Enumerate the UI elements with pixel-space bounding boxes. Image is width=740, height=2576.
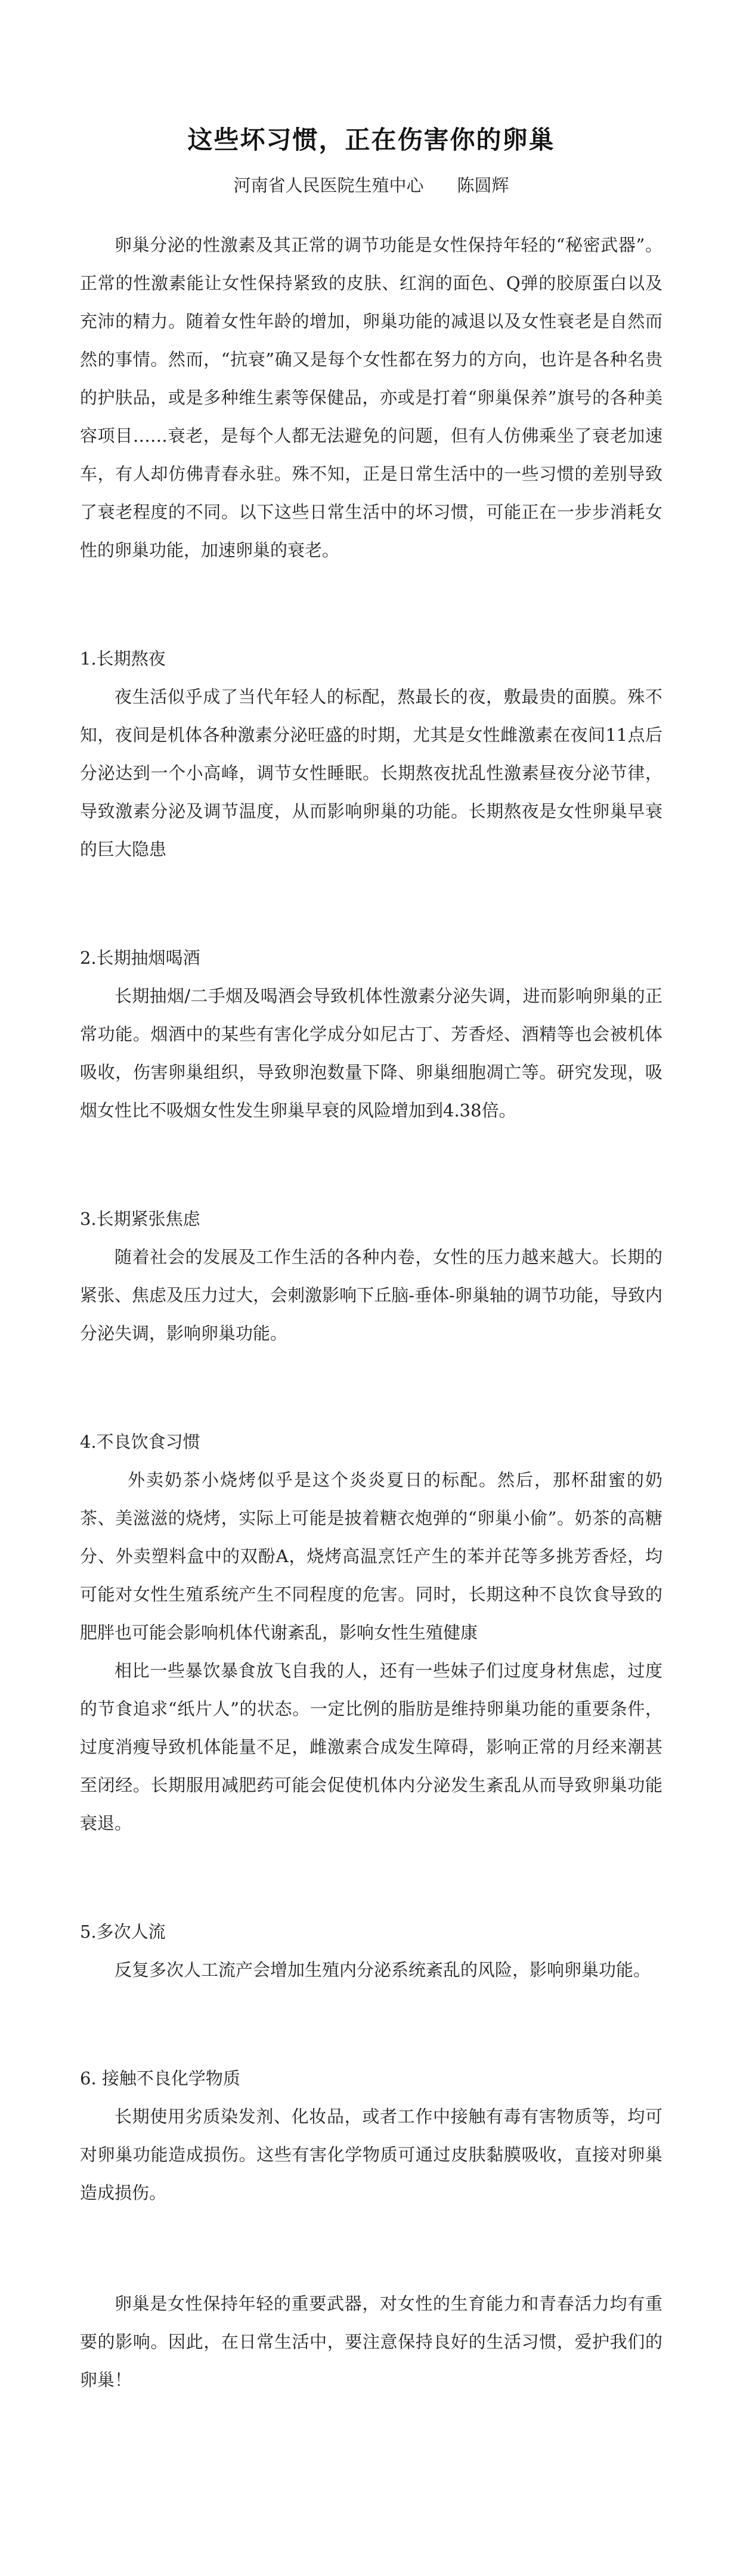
author: 陈圆辉 bbox=[457, 175, 509, 195]
section-paragraph: 夜生活似乎成了当代年轻人的标配，熬最长的夜，敷最贵的面膜。殊不知，夜间是机体各种激素分泌旺盛的时期，尤其是女性雌激素在夜间11点后分泌达到一个小高峰，调节女性睡眠。长期熬夜扰乱性激素昼夜分泌节律，导致激素分泌及调节温度，从而影响卵巢的功能。长期熬夜是女性卵巢早衰的巨大隐患 bbox=[80, 687, 662, 859]
section-heading: 6. 接触不良化学物质 bbox=[80, 2068, 240, 2088]
section-paragraph: 长期使用劣质染发剂、化妆品，或者工作中接触有毒有害物质等，均可对卵巢功能造成损伤。这些有害化学物质可通过皮肤黏膜吸收，直接对卵巢造成损伤。 bbox=[80, 2106, 662, 2203]
section-2 bbox=[80, 939, 662, 1129]
section-paragraph: 相比一些暴饮暴食放飞自我的人，还有一些妹子们过度身材焦虑，过度的节食追求“纸片人”的状态。一定比例的脂肪是维持卵巢功能的重要条件，过度消瘦导致机体能量不足，雌激素合成发生障碍，影响正常的月经来潮甚至闭经。长期服用减肥药可能会促使机体内分泌发生紊乱从而导致卵巢功能衰退。 bbox=[80, 1661, 662, 1833]
section-heading: 2.长期抽烟喝酒 bbox=[80, 948, 200, 968]
affiliation: 河南省人民医院生殖中心 bbox=[233, 175, 424, 195]
section-3 bbox=[80, 1200, 662, 1352]
section-paragraph: 长期抽烟/二手烟及喝酒会导致机体性激素分泌失调，进而影响卵巢的正常功能。烟酒中的某些有害化学成分如尼古丁、芳香烃、酒精等也会被机体吸收，伤害卵巢组织，导致卵泡数量下降、卵巢细胞凋亡等。研究发现，吸烟女性比不吸烟女性发生卵巢早衰的风险增加到4.38倍。 bbox=[80, 986, 662, 1121]
section-5 bbox=[80, 1913, 662, 1989]
section-paragraph: 随着社会的发展及工作生活的各种内卷，女性的压力越来越大。长期的紧张、焦虑及压力过大，会刺激影响下丘脑-垂体-卵巢轴的调节功能，导致内分泌失调，影响卵巢功能。 bbox=[80, 1247, 662, 1343]
section-heading: 4.不良饮食习惯 bbox=[80, 1432, 200, 1452]
intro-paragraph: 卵巢分泌的性激素及其正常的调节功能是女性保持年轻的“秘密武器”。正常的性激素能让女性保持紧致的皮肤、红润的面色、Q弹的胶原蛋白以及充沛的精力。随着女性年龄的增加，卵巢功能的减退以及女性衰老是自然而然的事情。然而，“抗衰”确又是每个女性都在努力的方向，也许是各种名贵的护肤品，或是多种维生素等保健品，亦或是打着“卵巢保养”旗号的各种美容项目……衰老，是每个人都无法避免的问题，但有人仿佛乘坐了衰老加速车，有人却仿佛青春永驻。殊不知，正是日常生活中的一些习惯的差别导致了衰老程度的不同。以下这些日常生活中的坏习惯，可能正在一步步消耗女性的卵巢功能，加速卵巢的衰老。 bbox=[80, 235, 662, 560]
section-6 bbox=[80, 2059, 662, 2212]
section-heading: 3.长期紧张焦虑 bbox=[80, 1209, 200, 1229]
closing-paragraph: 卵巢是女性保持年轻的重要武器，对女性的生育能力和青春活力均有重要的影响。因此，在日常生活中，要注意保持良好的生活习惯，爱护我们的卵巢！ bbox=[80, 2293, 662, 2390]
section-heading: 5.多次人流 bbox=[80, 1922, 166, 1942]
section-heading: 1.长期熬夜 bbox=[80, 648, 166, 669]
section-4 bbox=[80, 1423, 662, 1842]
section-paragraph: 反复多次人工流产会增加生殖内分泌系统紊乱的风险，影响卵巢功能。 bbox=[114, 1960, 651, 1980]
byline bbox=[80, 173, 662, 197]
section-1 bbox=[80, 640, 662, 868]
article-title: 这些坏习惯，正在伤害你的卵巢 bbox=[187, 125, 555, 154]
section-paragraph: 外卖奶茶小烧烤似乎是这个炎炎夏日的标配。然后，那杯甜蜜的奶茶、美滋滋的烧烤，实际上可能是披着糖衣炮弹的“卵巢小偷”。奶茶的高糖分、外卖塑料盒中的双酚A，烧烤高温烹饪产生的苯并芘等多挑芳香烃，均可能对女性生殖系统产生不同程度的危害。同时，长期这种不良饮食导致的肥胖也可能会影响机体代谢紊乱，影响女性生殖健康 bbox=[80, 1470, 662, 1643]
